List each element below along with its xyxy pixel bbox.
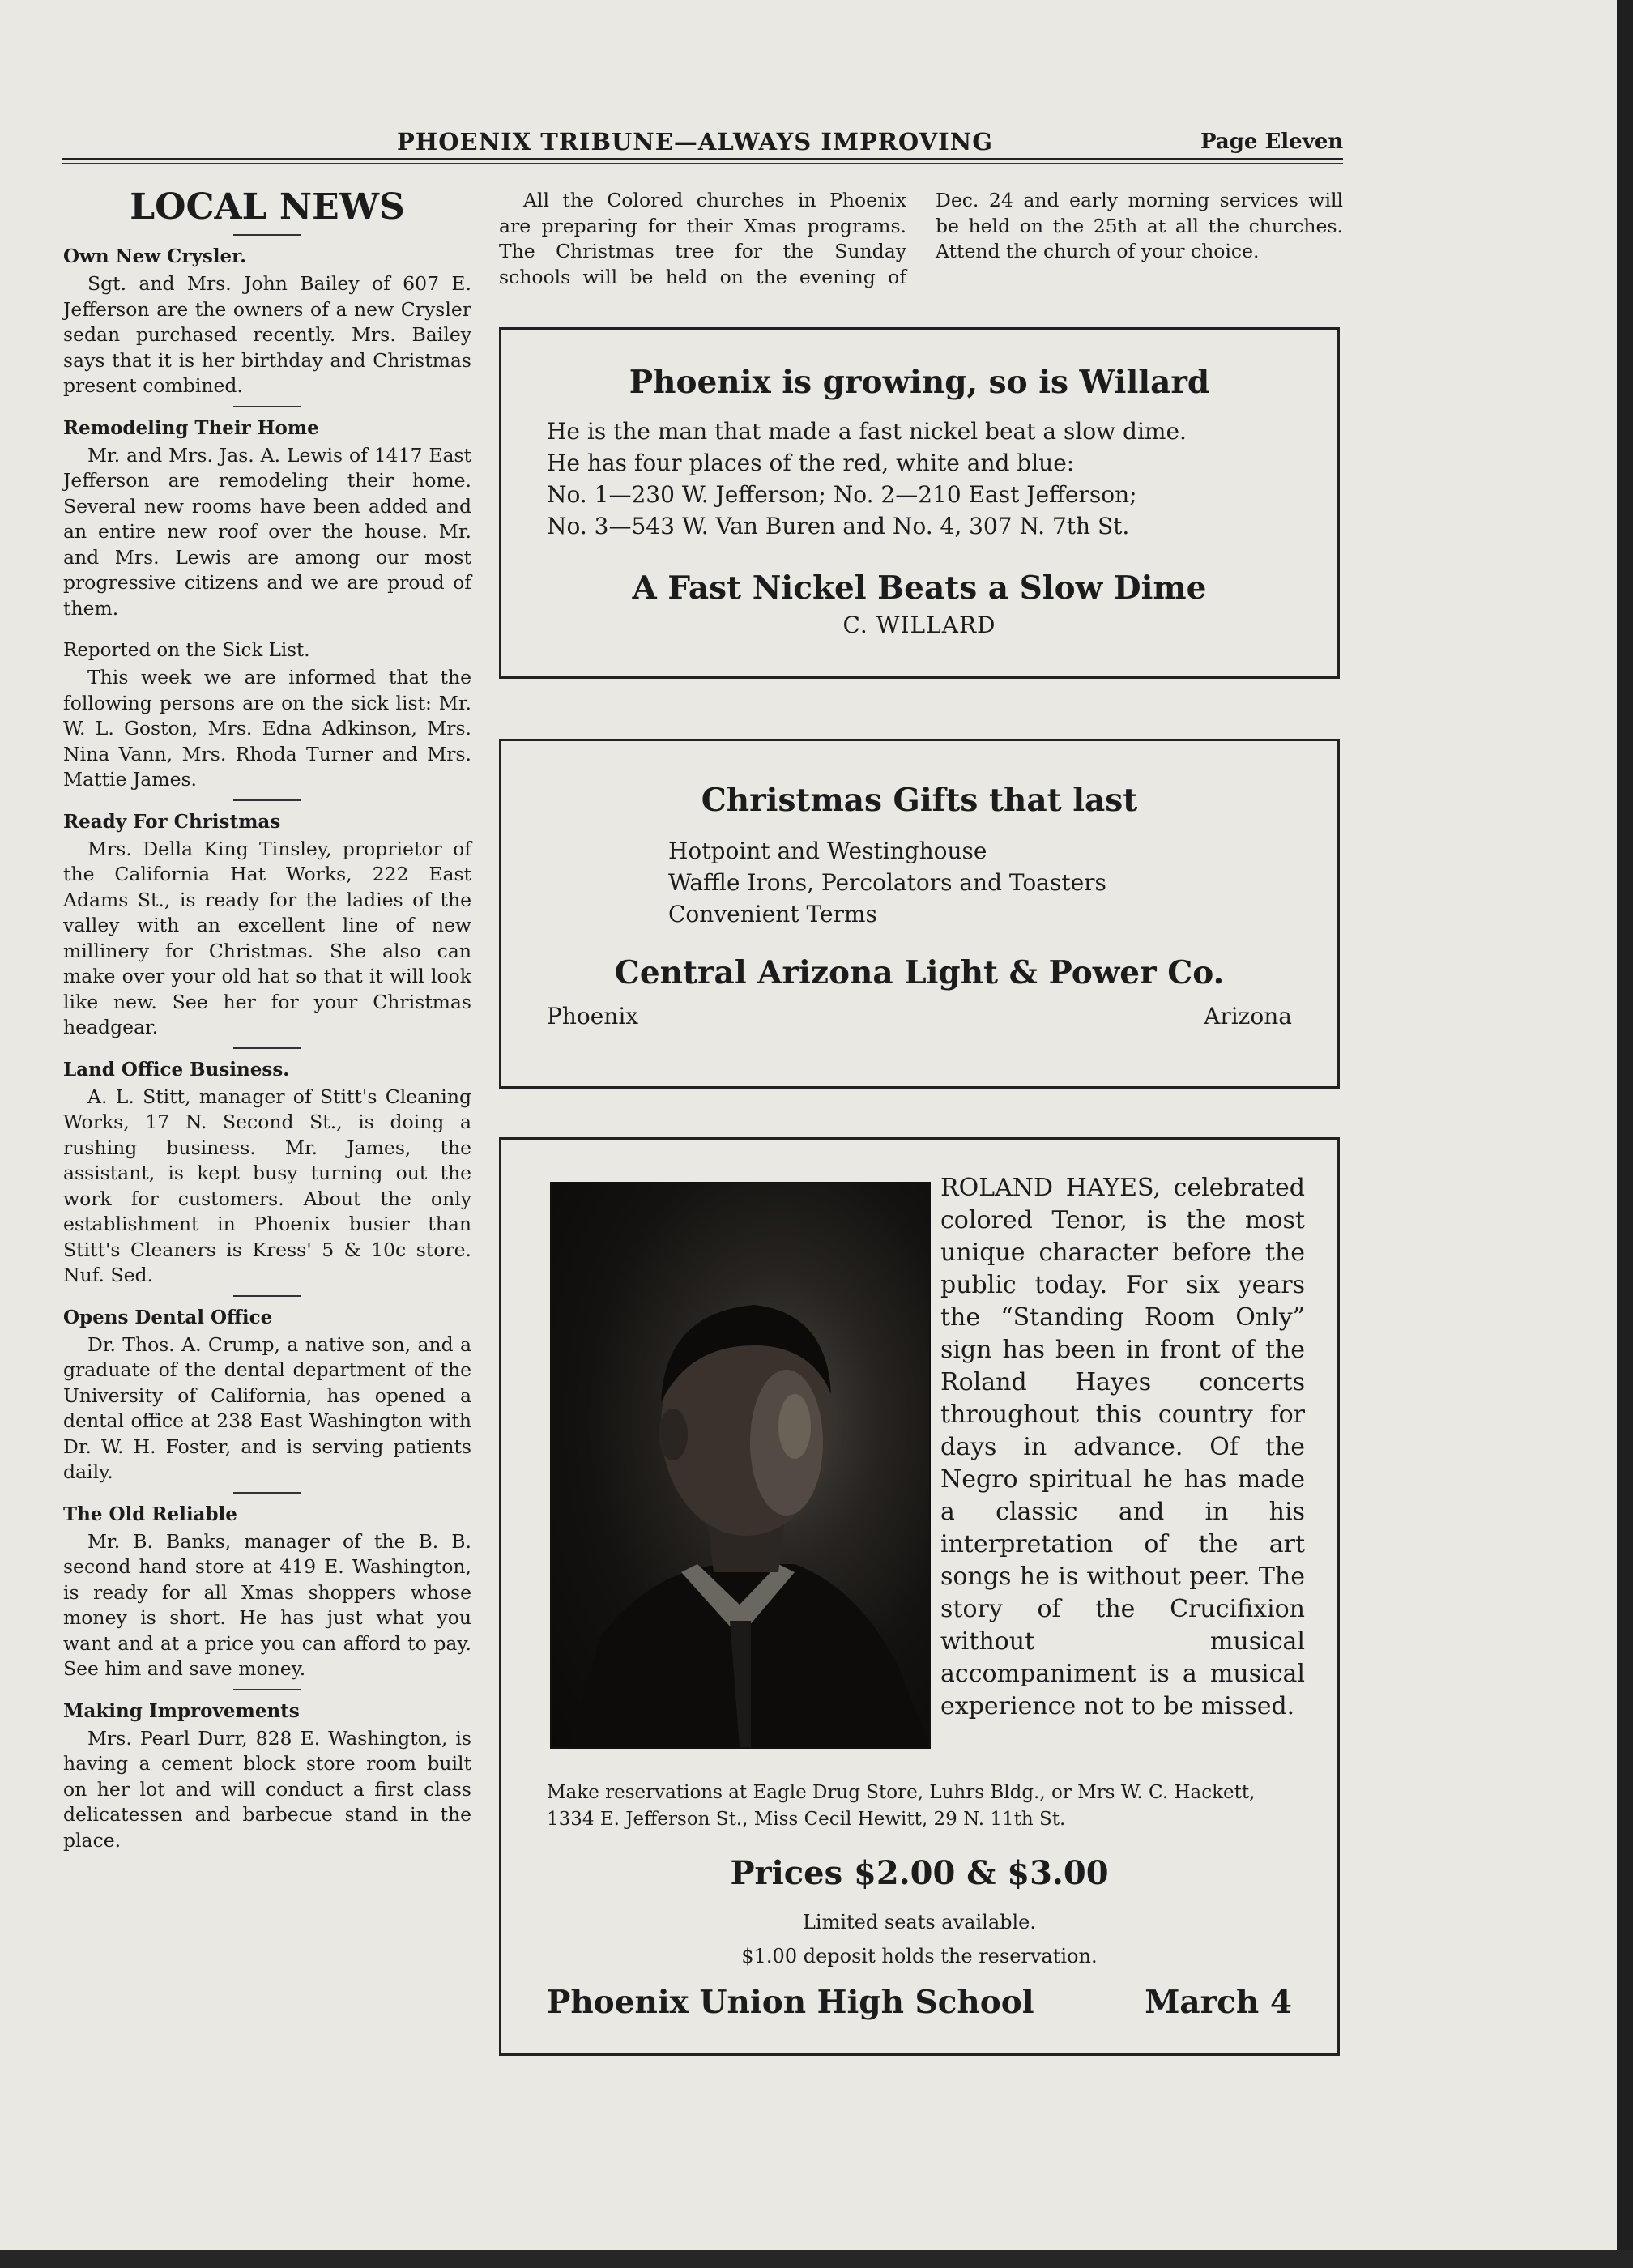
divider <box>233 1492 301 1494</box>
news-item-body: Mrs. Pearl Durr, 828 E. Washington, is having a cement block store room built on her lot and will conduct a first class delicatessen and barbecue stand in the place. <box>63 1726 471 1852</box>
header-rule-thin <box>62 163 1343 164</box>
portrait-photo <box>550 1182 931 1749</box>
header-rule <box>62 158 1343 160</box>
divider <box>233 406 301 407</box>
news-item-heading: Ready For Christmas <box>63 810 281 833</box>
news-item <box>63 1059 471 1289</box>
news-item-body: A. L. Stitt, manager of Stitt's Cleaning Works, 17 N. Second St., is doing a rushing business. Mr. James, the assistant, is kept busy turning out the work for customers. About the only establishment in Phoenix busier than Stitt's Cleaners is Kress' 5 & 10c store. Nuf. Sed. <box>63 1085 471 1286</box>
news-item-body: This week we are informed that the following persons are on the sick list: Mr. W. L. Goston, Mrs. Edna Adkinson, Mrs. Nina Vann, Mrs. Rhoda Turner and Mrs. Mattie James. <box>63 666 471 791</box>
willard-ad <box>499 327 1340 679</box>
reservation-info: Make reservations at Eagle Drug Store, Luhrs Bldg., or Mrs W. C. Hackett, 1334 E. Jefferson St., Miss Cecil Hewitt, 29 N. 11th St. <box>547 1782 1256 1830</box>
news-item <box>63 1503 471 1682</box>
scan-edge-right <box>1617 0 1633 2268</box>
news-item <box>63 1307 471 1486</box>
news-item-body: Sgt. and Mrs. John Bailey of 607 E. Jefferson are the owners of a new Crysler sedan purchased recently. Mrs. Bailey says that it is her birthday and Christmas present combined. <box>63 272 471 397</box>
power-body <box>668 835 1337 930</box>
divider <box>233 1295 301 1297</box>
news-item <box>63 811 471 1041</box>
portrait-illustration <box>552 1183 929 1747</box>
page-number: Page Eleven <box>1200 130 1344 154</box>
willard-headline: Phoenix is growing, so is Willard <box>629 364 1210 401</box>
power-line: Convenient Terms <box>668 901 877 927</box>
news-item <box>63 417 471 622</box>
concert-venue: Phoenix Union High School <box>547 1984 1034 2021</box>
news-item-heading: Land Office Business. <box>63 1058 290 1081</box>
news-item-heading: Making Improvements <box>63 1699 300 1722</box>
power-location <box>547 1003 1292 1030</box>
news-item <box>63 1700 471 1854</box>
power-company-name: Central Arizona Light & Power Co. <box>614 954 1225 991</box>
news-item-heading: Remodeling Their Home <box>63 416 319 439</box>
willard-signature: C. WILLARD <box>842 612 996 638</box>
news-item-body: Mr. and Mrs. Jas. A. Lewis of 1417 East Jefferson are remodeling their home. Several new rooms have been added and an entire new roof over the house. Mr. and Mrs. Lewis are among our most progressive citizens and we are proud of them. <box>63 443 471 620</box>
willard-line: No. 3—543 W. Van Buren and No. 4, 307 N. 7th St. <box>547 513 1130 539</box>
masthead-title: PHOENIX TRIBUNE—ALWAYS IMPROVING <box>397 128 994 156</box>
news-item-heading: Reported on the Sick List. <box>63 640 310 661</box>
local-news-title: LOCAL NEWS <box>130 186 405 228</box>
news-item-body: Mr. B. Banks, manager of the B. B. second hand store at 419 E. Washington, is ready for all Xmas shoppers whose money is short. He has just what you want and at a price you can afford to pay. See him and save money. <box>63 1529 471 1680</box>
news-item <box>63 245 471 399</box>
churches-article: All the Colored churches in Phoenix are preparing for their Xmas programs. The Christmas tree for the Sunday schools will be held on the evening of Dec. 24 and early morning services will be held on the 25th at all the churches. Attend the church of your choice. <box>499 189 1343 288</box>
news-item-heading: Opens Dental Office <box>63 1306 273 1328</box>
divider <box>233 1689 301 1690</box>
power-city: Phoenix <box>547 1003 639 1030</box>
news-item-heading: Own New Crysler. <box>63 245 247 267</box>
power-headline: Christmas Gifts that last <box>701 782 1138 819</box>
willard-body <box>547 416 1337 542</box>
local-news-column <box>63 178 471 1853</box>
willard-slogan: A Fast Nickel Beats a Slow Dime <box>632 569 1207 607</box>
concert-date: March 4 <box>1145 1984 1292 2021</box>
divider <box>233 1047 301 1049</box>
hayes-bio: ROLAND HAYES, celebrated colored Tenor, is the most unique character before the public today. For six years the “Standing Room Only” sign has been in front of the Roland Hayes concerts throughout this country for days in advance. Of the Negro spiritual he has made a classic and in his interpretation of the art songs he is without peer. The story of the Crucifixion without musical accompaniment is a musical experience not to be missed. <box>940 1174 1305 1720</box>
news-item-body: Dr. Thos. A. Crump, a native son, and a graduate of the dental department of the University of California, has opened a dental office at 238 East Washington with Dr. W. H. Foster, and is serving patients daily. <box>63 1332 471 1483</box>
divider <box>233 799 301 801</box>
willard-line: He is the man that made a fast nickel beat a slow dime. <box>547 418 1187 445</box>
power-line: Waffle Irons, Percolators and Toasters <box>668 869 1106 896</box>
ticket-prices: Prices $2.00 & $3.00 <box>730 1854 1109 1892</box>
limited-seats: Limited seats available. <box>802 1911 1036 1933</box>
willard-line: He has four places of the red, white and blue: <box>547 450 1075 476</box>
scan-edge-bottom <box>0 2250 1633 2268</box>
power-state: Arizona <box>1204 1003 1292 1030</box>
power-company-ad <box>499 739 1340 1089</box>
news-item <box>63 639 471 793</box>
divider <box>233 234 301 236</box>
power-line: Hotpoint and Westinghouse <box>668 838 987 864</box>
roland-hayes-ad <box>499 1137 1340 2056</box>
news-item-heading: The Old Reliable <box>63 1503 237 1525</box>
deposit-note: $1.00 deposit holds the reservation. <box>741 1945 1098 1967</box>
news-item-body: Mrs. Della King Tinsley, proprietor of the California Hat Works, 222 East Adams St., is ready for the ladies of the valley with an excellent line of new millinery for Christmas. She also can make over your old hat so that it will look like new. See her for your Christmas headgear. <box>63 837 471 1038</box>
willard-line: No. 1—230 W. Jefferson; No. 2—210 East Jefferson; <box>547 481 1137 508</box>
